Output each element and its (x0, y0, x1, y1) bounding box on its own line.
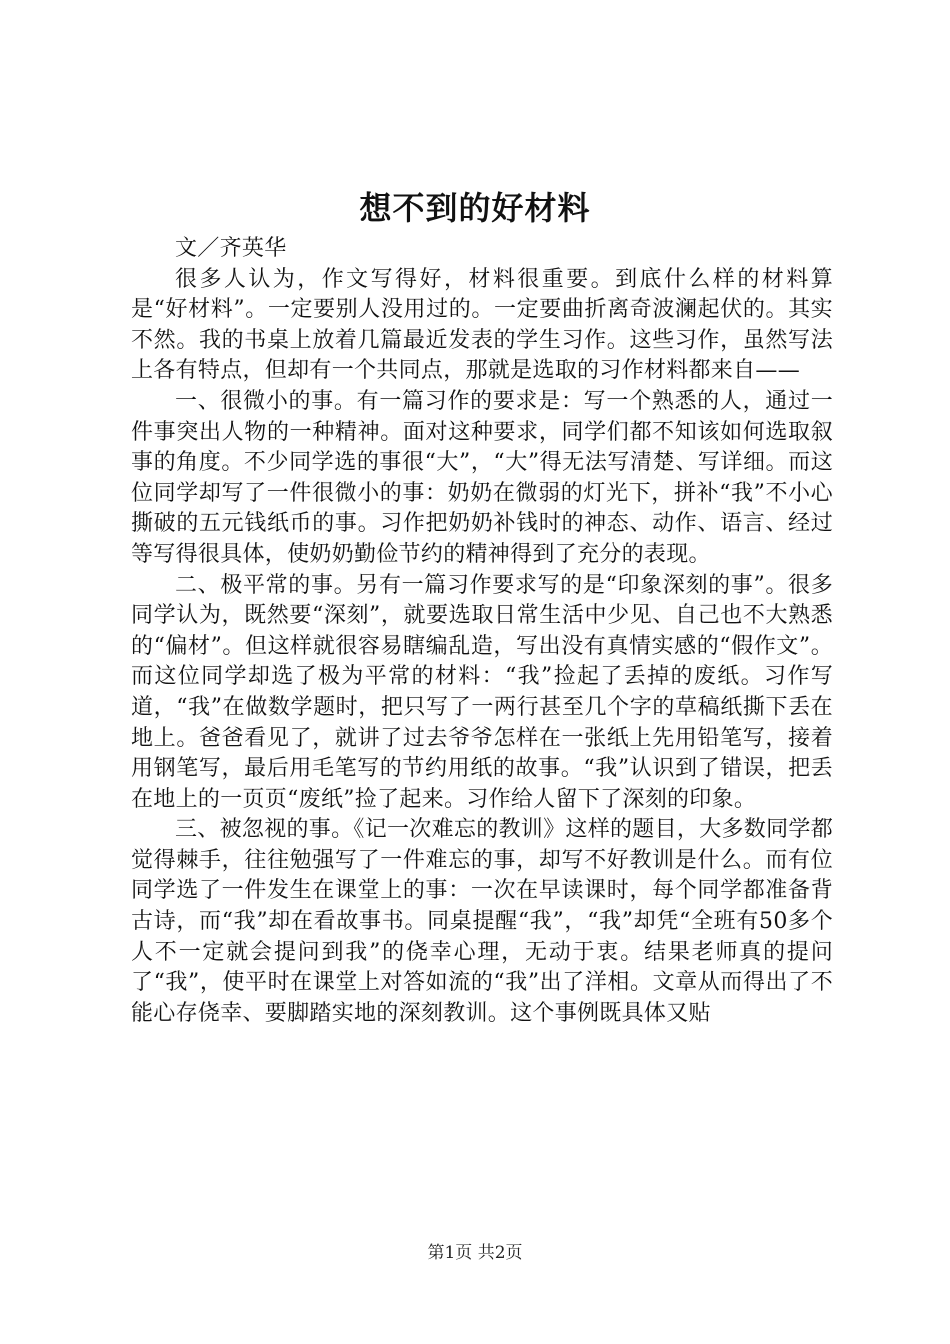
paragraph-section-2: 二、极平常的事。另有一篇习作要求写的是“印象深刻的事”。很多同学认为，既然要“深刻”，就要选取日常生活中少见、自己也不大熟悉的“偏材”。但这样就很容易瞎编乱造，写出没有真情实感的“假作文”。而这位同学却选了极为平常的材料：“我”捡起了丢掉的废纸。习作写道，“我”在做数学题时，把只写了一两行甚至几个字的草稿纸撕下丢在地上。爸爸看见了，就讲了过去爷爷怎样在一张纸上先用铅笔写，接着用钢笔写，最后用毛笔写的节约用纸的故事。“我”认识到了错误，把丢在地上的一页页“废纸”捡了起来。习作给人留下了深刻的印象。 (131, 572, 833, 812)
author-line: 文／齐英华 (175, 236, 287, 261)
paragraph-section-1: 一、很微小的事。有一篇习作的要求是：写一个熟悉的人，通过一件事突出人物的一种精神。面对这种要求，同学们都不知该如何选取叙事的角度。不少同学选的事很“大”，“大”得无法写清楚、写详细。而这位同学却写了一件很微小的事：奶奶在微弱的灯光下，拼补“我”不小心撕破的五元钱纸币的事。习作把奶奶补钱时的神态、动作、语言、经过等写得很具体，使奶奶勤俭节约的精神得到了充分的表现。 (131, 388, 833, 567)
document-body (131, 234, 833, 1029)
paragraph-intro: 很多人认为，作文写得好，材料很重要。到底什么样的材料算是“好材料”。一定要别人没用过的。一定要曲折离奇波澜起伏的。其实不然。我的书桌上放着几篇最近发表的学生习作。这些习作，虽然写法上各有特点，但却有一个共同点，那就是选取的习作材料都来自—— (131, 266, 833, 384)
paragraph-section-3: 三、被忽视的事。《记一次难忘的教训》这样的题目，大多数同学都觉得棘手，往往勉强写了一件难忘的事，却写不好教训是什么。而有位同学选了一件发生在课堂上的事：一次在早读课时，每个同学都准备背古诗，而“我”却在看故事书。同桌提醒“我”，“我”却凭“全班有50多个人不一定就会提问到我”的侥幸心理，无动于衷。结果老师真的提问了“我”，使平时在课堂上对答如流的“我”出了洋相。文章从而得出了不能心存侥幸、要脚踏实地的深刻教训。这个事例既具体又贴 (131, 817, 834, 1026)
page-footer: 第1页 共2页 (427, 1243, 523, 1263)
document-title: 想不到的好材料 (359, 189, 591, 227)
